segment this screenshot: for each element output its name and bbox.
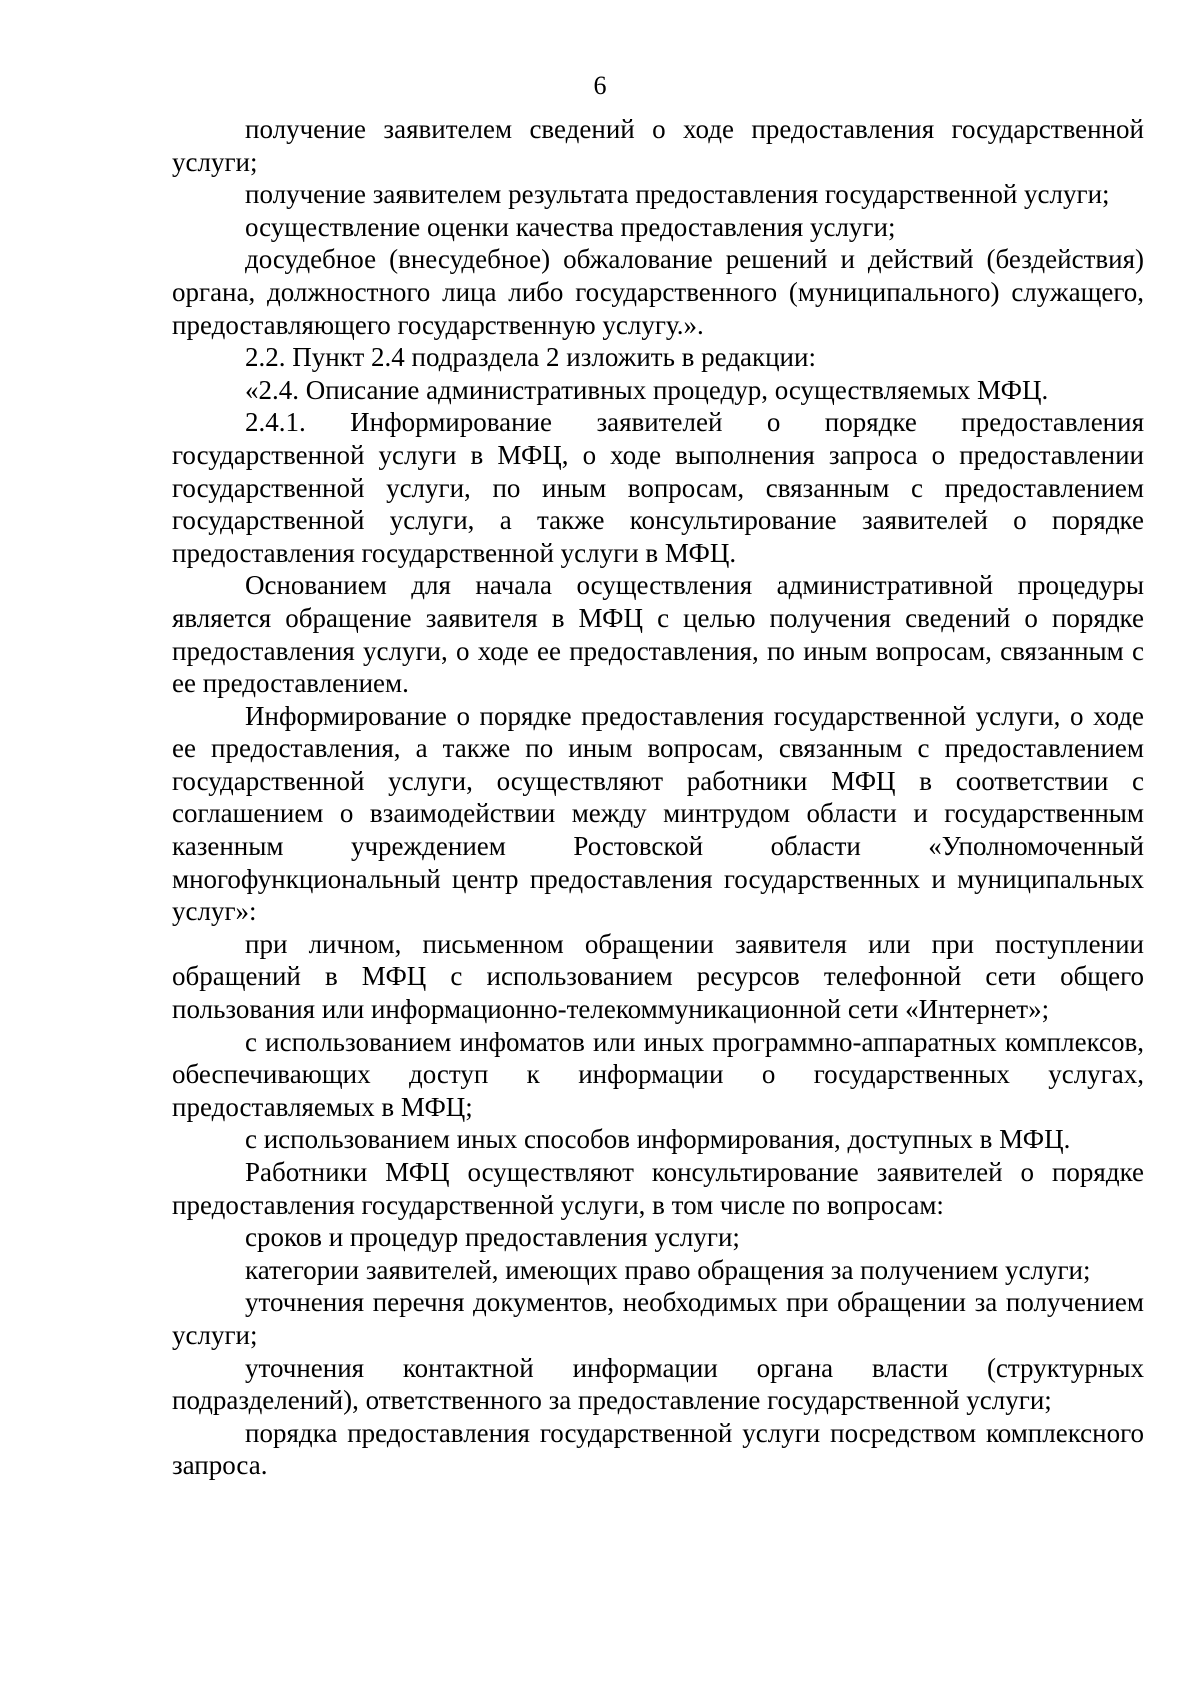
paragraph: Работники МФЦ осуществляют консультирование заявителей о порядке предоставления государственной услуги, в том числе по вопросам:	[172, 1157, 1144, 1220]
paragraph: получение заявителем сведений о ходе предоставления государственной услуги;	[172, 114, 1144, 177]
paragraph: сроков и процедур предоставления услуги;	[245, 1222, 740, 1253]
page-number: 6	[593, 71, 607, 100]
paragraph: уточнения контактной информации органа власти (структурных подразделений), ответственного за предоставление государственной услуги;	[172, 1352, 1144, 1416]
paragraph: «2.4. Описание административных процедур, осуществляемых МФЦ.	[245, 374, 1049, 405]
paragraph: категории заявителей, имеющих право обращения за получением услуги;	[245, 1254, 1091, 1285]
paragraph: Основанием для начала осуществления административной процедуры является обращение заявителя в МФЦ с целью получения сведений о порядке предоставления услуги, о ходе ее предоставления, по иным вопросам, связанным с ее предоставлением.	[172, 570, 1144, 699]
paragraph: получение заявителем результата предоставления государственной услуги;	[245, 179, 1110, 210]
paragraph: осуществление оценки качества предоставления услуги;	[245, 211, 896, 242]
paragraph: порядка предоставления государственной услуги посредством комплексного запроса.	[172, 1417, 1144, 1481]
paragraph: 2.4.1. Информирование заявителей о порядке предоставления государственной услуги в МФЦ, о ходе выполнения запроса о предоставлении государственной услуги, по иным вопросам, связанным с предоставлением государственной услуги, а также консультирование заявителей о порядке предоставления государственной услуги в МФЦ.	[172, 407, 1144, 568]
paragraph: досудебное (внесудебное) обжалование решений и действий (бездействия) органа, должностного лица либо государственного (муниципального) служащего, предоставляющего государственную услугу.».	[172, 244, 1144, 340]
paragraph: при личном, письменном обращении заявителя или при поступлении обращений в МФЦ с использованием ресурсов телефонной сети общего пользования или информационно-телекоммуникационной сети «Интернет»;	[172, 928, 1144, 1025]
paragraph: Информирование о порядке предоставления государственной услуги, о ходе ее предоставления, а также по иным вопросам, связанным с предоставлением государственной услуги, осуществляют работники МФЦ в соответствии с соглашением о взаимодействии между минтрудом области и государственным казенным учреждением Ростовской области «Уполномоченный многофункциональный центр предоставления государственных и муниципальных услуг»:	[172, 700, 1144, 927]
paragraph: 2.2. Пункт 2.4 подраздела 2 изложить в редакции:	[245, 342, 816, 373]
paragraph: уточнения перечня документов, необходимых при обращении за получением услуги;	[172, 1287, 1144, 1350]
paragraph: с использованием иных способов информирования, доступных в МФЦ.	[245, 1124, 1071, 1155]
paragraph: с использованием инфоматов или иных программно-аппаратных комплексов, обеспечивающих доступ к информации о государственных услугах, предоставляемых в МФЦ;	[172, 1026, 1144, 1122]
document-body	[172, 113, 1144, 1482]
